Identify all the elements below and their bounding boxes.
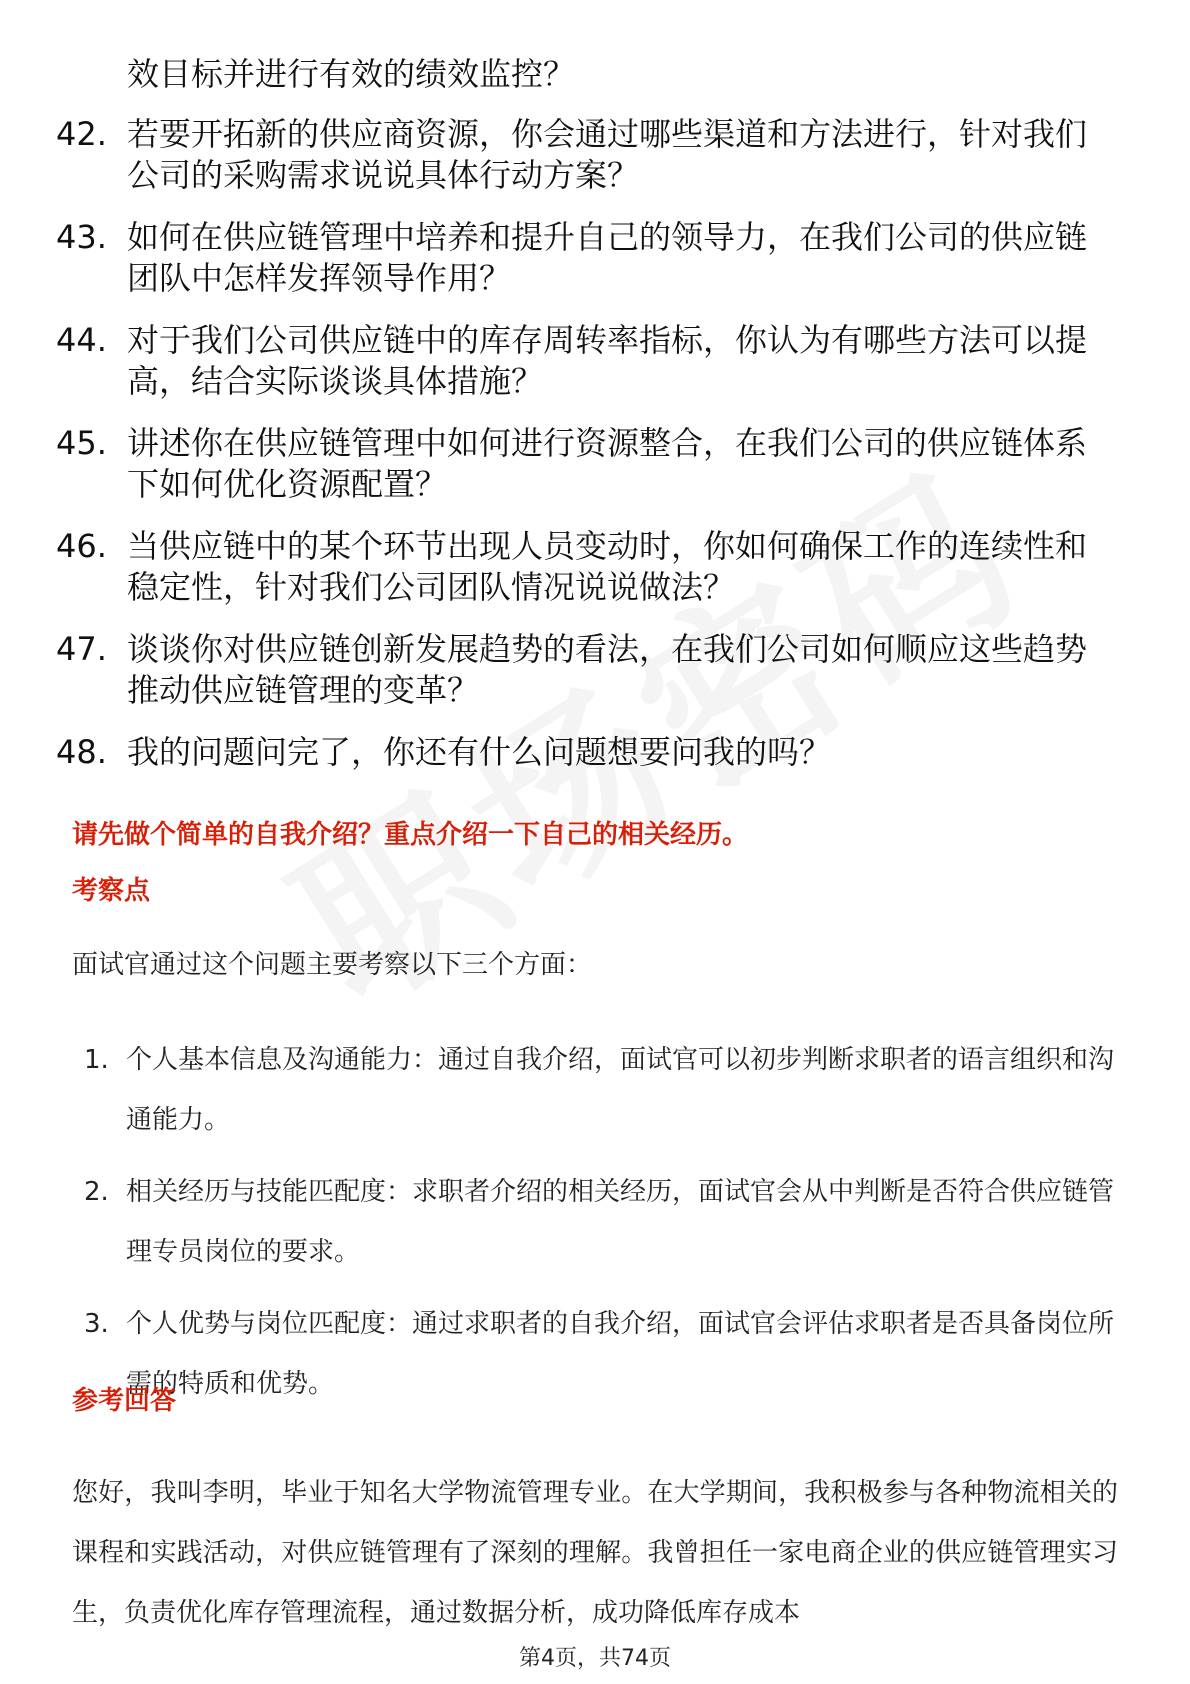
question-item (56, 732, 1116, 773)
question-number: 46. (56, 527, 107, 565)
question-continuation: 效目标并进行有效的绩效监控？ (127, 55, 576, 93)
section-title: 请先做个简单的自我介绍？重点介绍一下自己的相关经历。 (72, 820, 749, 850)
point-number: 2. (84, 1177, 109, 1207)
question-number: 44. (56, 321, 107, 359)
question-item (56, 114, 1116, 196)
answer-heading: 参考回答 (72, 1386, 177, 1416)
point-number: 1. (84, 1045, 109, 1075)
question-number: 43. (56, 218, 107, 256)
question-text: 当供应链中的某个环节出现人员变动时，你如何确保工作的连续性和稳定性，针对我们公司团队情况说说做法？ (127, 527, 1088, 606)
question-text: 对于我们公司供应链中的库存周转率指标，你认为有哪些方法可以提高，结合实际谈谈具体措施？ (127, 321, 1088, 400)
point-number: 3. (84, 1309, 109, 1339)
focus-points-list (84, 1030, 1114, 1426)
list-item (84, 1162, 1114, 1282)
focus-heading: 考察点 (72, 876, 151, 906)
question-text: 若要开拓新的供应商资源，你会通过哪些渠道和方法进行，针对我们公司的采购需求说说具体行动方案？ (127, 115, 1088, 194)
list-item (84, 1294, 1114, 1414)
question-number: 48. (56, 733, 107, 771)
point-text: 相关经历与技能匹配度：求职者介绍的相关经历，面试官会从中判断是否符合供应链管理专员岗位的要求。 (126, 1177, 1115, 1267)
question-list (56, 114, 1116, 794)
question-text: 如何在供应链管理中培养和提升自己的领导力，在我们公司的供应链团队中怎样发挥领导作用？ (127, 218, 1088, 297)
list-item (84, 1030, 1114, 1150)
question-text: 谈谈你对供应链创新发展趋势的看法，在我们公司如何顺应这些趋势推动供应链管理的变革？ (127, 630, 1088, 709)
question-item (56, 423, 1116, 505)
question-number: 47. (56, 630, 107, 668)
question-number: 42. (56, 115, 107, 153)
point-text: 个人基本信息及沟通能力：通过自我介绍，面试官可以初步判断求职者的语言组织和沟通能力。 (126, 1045, 1115, 1135)
question-text: 我的问题问完了，你还有什么问题想要问我的吗？ (127, 733, 832, 771)
question-item (56, 217, 1116, 299)
page-footer: 第4页，共74页 (519, 1646, 671, 1671)
question-text: 讲述你在供应链管理中如何进行资源整合，在我们公司的供应链体系下如何优化资源配置？ (127, 424, 1088, 503)
intro-text: 面试官通过这个问题主要考察以下三个方面： (72, 950, 593, 980)
question-number: 45. (56, 424, 107, 462)
answer-paragraph: 您好，我叫李明，毕业于知名大学物流管理专业。在大学期间，我积极参与各种物流相关的课程和实践活动，对供应链管理有了深刻的理解。我曾担任一家电商企业的供应链管理实习生，负责优化库存管理流程，通过数据分析，成功降低库存成本 (72, 1478, 1118, 1628)
point-text: 个人优势与岗位匹配度：通过求职者的自我介绍，面试官会评估求职者是否具备岗位所需的特质和优势。 (126, 1309, 1115, 1399)
question-item (56, 526, 1116, 608)
question-item (56, 629, 1116, 711)
question-item (56, 320, 1116, 402)
